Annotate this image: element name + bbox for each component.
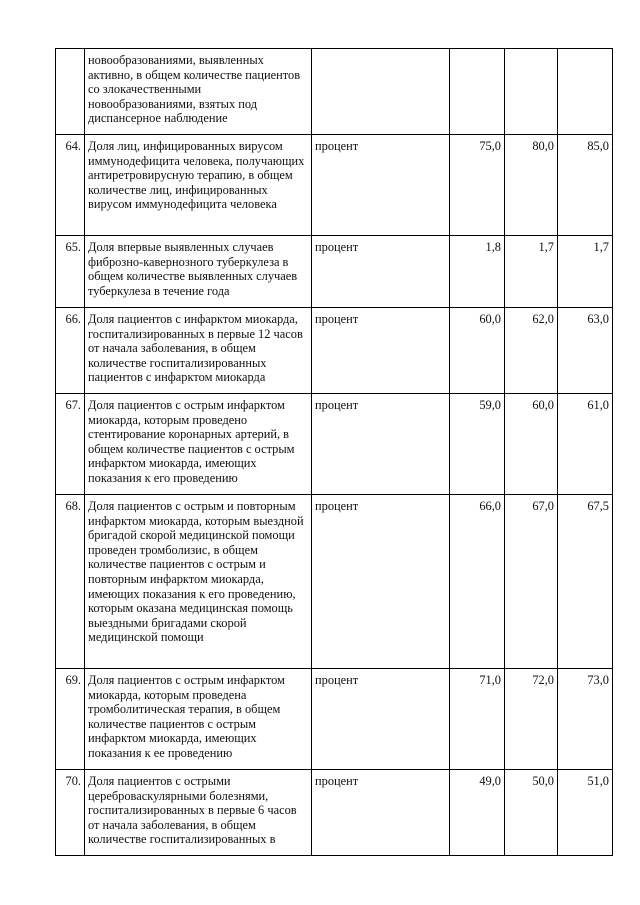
row-number: [56, 49, 85, 135]
value-year-1: [450, 49, 505, 135]
unit-cell: процент: [312, 770, 450, 856]
value-year-1: 49,0: [450, 770, 505, 856]
value-year-2: 50,0: [505, 770, 558, 856]
table-row: [56, 394, 613, 495]
table-row: [56, 135, 613, 236]
value-year-3: [558, 49, 613, 135]
value-year-1: 66,0: [450, 495, 505, 669]
table-row: [56, 308, 613, 394]
indicator-name: Доля пациентов с острым инфарктом миокарда, которым проведена тромболитическая терапия, в общем количестве пациентов с острым инфарктом миокарда, имеющих показания к ее проведению: [85, 669, 312, 770]
indicators-table-body: [56, 49, 613, 856]
value-year-3: 61,0: [558, 394, 613, 495]
value-year-1: 60,0: [450, 308, 505, 394]
table-row: [56, 236, 613, 308]
value-year-2: 67,0: [505, 495, 558, 669]
value-year-1: 1,8: [450, 236, 505, 308]
unit-cell: процент: [312, 236, 450, 308]
value-year-3: 1,7: [558, 236, 613, 308]
row-number: 66.: [56, 308, 85, 394]
indicator-name: Доля пациентов с инфарктом миокарда, госпитализированных в первые 12 часов от начала заболевания, в общем количестве госпитализированных пациентов с инфарктом миокарда: [85, 308, 312, 394]
value-year-2: 60,0: [505, 394, 558, 495]
unit-cell: процент: [312, 495, 450, 669]
unit-cell: процент: [312, 669, 450, 770]
indicator-name: Доля пациентов с острым и повторным инфарктом миокарда, которым выездной бригадой скорой медицинской помощи проведен тромболизис, в общем количестве пациентов с острым и повторным инфарктом миокарда, имеющих показания к его проведению, которым оказана медицинская помощь выездными бригадами скорой медицинской помощи: [85, 495, 312, 669]
unit-cell: процент: [312, 135, 450, 236]
value-year-2: 80,0: [505, 135, 558, 236]
value-year-2: 1,7: [505, 236, 558, 308]
indicator-name: Доля пациентов с острым инфарктом миокарда, которым проведено стентирование коронарных артерий, в общем количестве пациентов с острым инфарктом миокарда, имеющих показания к его проведению: [85, 394, 312, 495]
indicators-table: [55, 48, 613, 856]
table-row: [56, 49, 613, 135]
unit-cell: процент: [312, 394, 450, 495]
value-year-2: 72,0: [505, 669, 558, 770]
value-year-2: [505, 49, 558, 135]
table-row: [56, 770, 613, 856]
row-number: 65.: [56, 236, 85, 308]
row-number: 70.: [56, 770, 85, 856]
row-number: 67.: [56, 394, 85, 495]
value-year-3: 73,0: [558, 669, 613, 770]
indicator-name: Доля пациентов с острыми цереброваскулярными болезнями, госпитализированных в первые 6 часов от начала заболевания, в общем количестве госпитализированных в: [85, 770, 312, 856]
indicator-name: Доля лиц, инфицированных вирусом иммунодефицита человека, получающих антиретровирусную терапию, в общем количестве лиц, инфицированных вирусом иммунодефицита человека: [85, 135, 312, 236]
row-number: 68.: [56, 495, 85, 669]
value-year-3: 67,5: [558, 495, 613, 669]
table-row: [56, 495, 613, 669]
value-year-2: 62,0: [505, 308, 558, 394]
value-year-3: 63,0: [558, 308, 613, 394]
indicator-name: Доля впервые выявленных случаев фиброзно-кавернозного туберкулеза в общем количестве выявленных случаев туберкулеза в течение года: [85, 236, 312, 308]
unit-cell: [312, 49, 450, 135]
value-year-3: 85,0: [558, 135, 613, 236]
value-year-1: 75,0: [450, 135, 505, 236]
unit-cell: процент: [312, 308, 450, 394]
value-year-1: 59,0: [450, 394, 505, 495]
row-number: 69.: [56, 669, 85, 770]
value-year-1: 71,0: [450, 669, 505, 770]
row-number: 64.: [56, 135, 85, 236]
table-row: [56, 669, 613, 770]
indicator-name: новообразованиями, выявленных активно, в общем количестве пациентов со злокачественными новообразованиями, взятых под диспансерное наблюдение: [85, 49, 312, 135]
value-year-3: 51,0: [558, 770, 613, 856]
